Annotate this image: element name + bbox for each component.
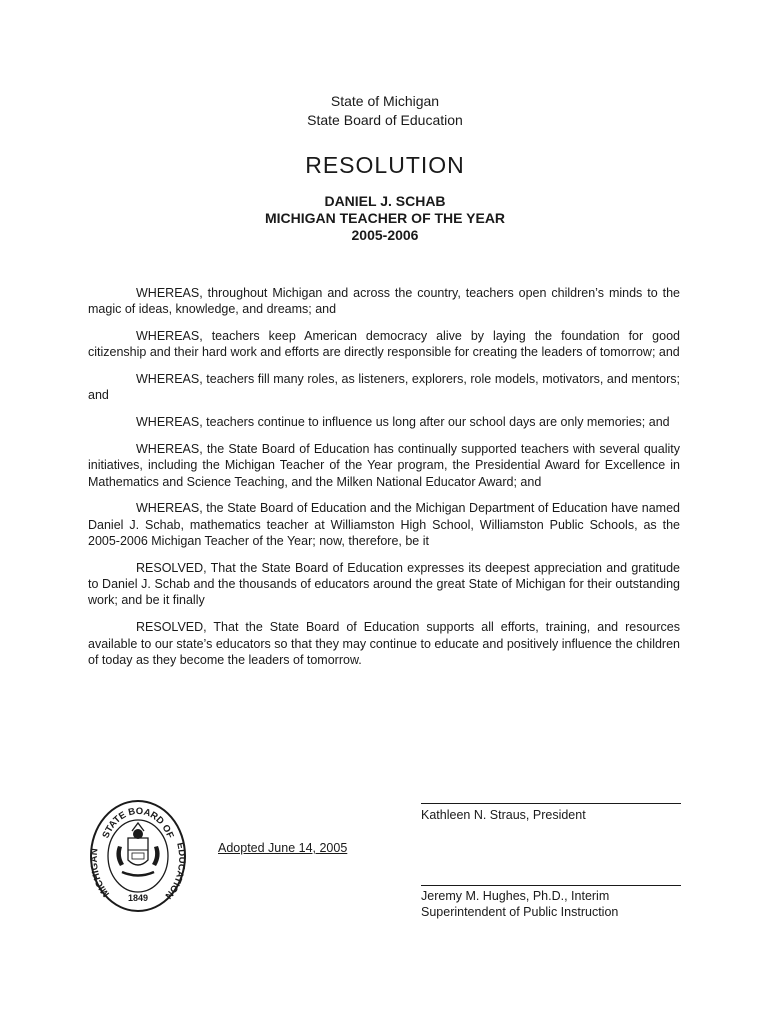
honoree-name: DANIEL J. SCHAB (324, 193, 446, 209)
whereas-paragraph: WHEREAS, throughout Michigan and across the country, teachers open children’s minds to the magic of ideas, knowledge, and dreams; and (88, 286, 680, 317)
whereas-paragraph: WHEREAS, the State Board of Education has continually supported teachers with several quality initiatives, including the Michigan Teacher of the Year program, the Presidential Award for Excellence in Mathematics and Science Teaching, and the Milken National Educator Award; and (88, 442, 680, 489)
seal-left-text: MICHIGAN (88, 847, 112, 899)
resolved-paragraph: RESOLVED, That the State Board of Education supports all efforts, training, and resources available to our state’s educators so that they may continue to educate and positively influence the children of today as they become the leaders of tomorrow. (88, 620, 680, 667)
resolved-paragraph: RESOLVED, That the State Board of Education expresses its deepest appreciation and gratitude to Daniel J. Schab and the thousands of educators around the great State of Michigan for their outstanding work; and be it finally (88, 560, 680, 608)
honoree-block (0, 193, 770, 244)
document-title: RESOLUTION (305, 152, 465, 178)
president-signature-name: Kathleen N. Straus, President (421, 808, 586, 822)
seal-right-text: EDUCATION (162, 841, 188, 901)
resolution-body (88, 285, 680, 679)
superintendent-signature-name (421, 888, 618, 920)
whereas-paragraph: WHEREAS, the State Board of Education and the Michigan Department of Education have named Daniel J. Schab, mathematics teacher at Williamston High School, Williamston Public Schools, as the 2005-2006 Michigan Teacher of the Year; now, therefore, be it (88, 501, 680, 549)
president-signature-line (421, 803, 681, 804)
whereas-paragraph: WHEREAS, teachers continue to influence us long after our school days are only memories; and (136, 415, 670, 430)
seal-top-text: STATE BOARD OF (100, 805, 176, 840)
board-name: State Board of Education (307, 112, 463, 128)
superintendent-title: Superintendent of Public Instruction (421, 905, 619, 919)
document-header (0, 92, 770, 244)
state-name: State of Michigan (330, 93, 440, 109)
seal-year: 1849 (127, 893, 149, 903)
whereas-paragraph: WHEREAS, teachers keep American democracy alive by laying the foundation for good citizenship and their hard work and efforts are directly responsible for creating the leaders of tomorrow; and (88, 329, 680, 360)
state-board-seal-icon (88, 798, 188, 914)
honoree-title: MICHIGAN TEACHER OF THE YEAR (264, 210, 506, 226)
whereas-paragraph: WHEREAS, teachers fill many roles, as listeners, explorers, role models, motivators, and mentors; and (88, 372, 680, 403)
superintendent-name: Jeremy M. Hughes, Ph.D., Interim (421, 889, 610, 903)
adopted-date: Adopted June 14, 2005 (218, 841, 348, 855)
honoree-years: 2005-2006 (351, 227, 419, 243)
superintendent-signature-line (421, 885, 681, 886)
